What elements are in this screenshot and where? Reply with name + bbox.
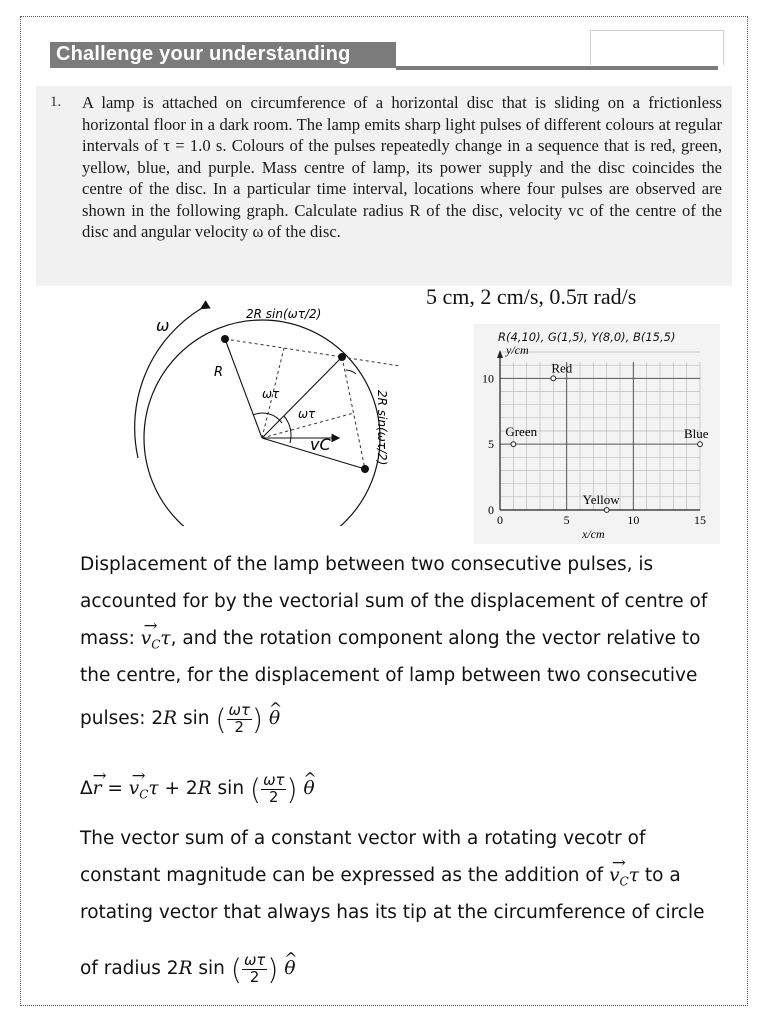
x-tick-label: 15 — [694, 513, 706, 527]
y-tick-label: 10 — [482, 371, 494, 386]
header-rule — [396, 66, 718, 70]
point-label-red: Red — [551, 360, 573, 376]
side-chord-label: 2R sin(ωτ/2) — [375, 390, 389, 466]
tangent-extension — [342, 357, 400, 366]
problem-block — [36, 86, 732, 286]
velocity-label: vC — [310, 435, 331, 454]
body-line: The vector sum of a constant vector with a rotating vecotr of — [80, 828, 646, 849]
omega-label: ω — [156, 316, 170, 335]
body-line-radius: of radius 2R sin ( $\frac{\omega\tau}{2}$ ) ^ θ — [80, 952, 295, 986]
lamp-point-3 — [361, 465, 369, 473]
scatter-chart — [474, 324, 720, 544]
angle-label-1: ωτ — [262, 387, 280, 401]
problem-number: 1. — [50, 94, 62, 110]
disc-circle — [144, 320, 380, 526]
x-axis-label: x/cm — [582, 527, 605, 541]
lamp-point-1 — [221, 335, 229, 343]
body-line-mass: mass: → $v_C\tau$, and the rotation component along the vector relative to — [80, 628, 701, 652]
y-tick-label: 5 — [488, 437, 494, 452]
data-point-blue — [698, 442, 703, 447]
radius-line-1 — [225, 339, 262, 438]
graph-panel — [474, 324, 720, 544]
x-tick-label: 5 — [563, 513, 570, 527]
lamp-point-2 — [338, 353, 346, 361]
body-line-pulses: pulses: 2R sin ( $\frac{\omega\tau}{2}$ ) ^ θ — [80, 702, 280, 736]
y-tick-label: 0 — [488, 503, 494, 517]
data-point-yellow — [604, 508, 609, 513]
angle-arc-2 — [284, 416, 291, 443]
problem-text: A lamp is attached on circumference of a horizontal disc that is sliding on a frictionless horizontal floor in a dark room. The lamp emits sharp light pulses of different colours at regular intervals of τ = 1.0 s. Colours of the pulses repeatedly change in a sequence that is red, green, yellow, blue, and purple. Mass centre of lamp, its power supply and the disc coincides the centre of the disc. In a particular time interval, locations where four pulses are observed are shown in the following graph. Calculate radius R of the disc, velocity vc of the centre of the disc and angular velocity ω of the disc. — [82, 93, 722, 241]
x-tick-label: 10 — [627, 513, 640, 527]
angle-arc-3 — [346, 370, 356, 374]
top-chord-label: 2R sin(ωτ/2) — [246, 307, 322, 321]
y-axis-arrow — [497, 350, 503, 358]
point-coordinates: R(4,10), G(1,5), Y(8,0), B(15,5) — [498, 330, 676, 344]
data-point-green — [511, 442, 516, 447]
angle-label-2: ωτ — [298, 407, 316, 421]
point-label-green: Green — [505, 424, 538, 440]
y-axis-label: y/cm — [506, 343, 529, 357]
section-title: Challenge your understanding — [56, 43, 351, 65]
radius-label: R — [214, 365, 224, 380]
body-line: Displacement of the lamp between two consecutive pulses, is — [80, 554, 654, 575]
x-tick-label: 0 — [497, 513, 503, 527]
point-label-yellow: Yellow — [582, 492, 620, 507]
body-line: the centre, for the displacement of lamp between two consecutive — [80, 665, 698, 686]
header-corner-box — [590, 30, 724, 65]
answer-text: 5 cm, 2 cm/s, 0.5π rad/s — [426, 284, 637, 309]
body-line: accounted for by the vectorial sum of the displacement of centre of — [80, 591, 708, 612]
data-point-red — [551, 376, 556, 381]
equation: Δ→ r = → $v_C\tau + 2R$ sin ( $\frac{\omega\tau}{2}$ ) ^ θ — [80, 772, 315, 806]
body-line-addition: constant magnitude can be expressed as the addition of → $v_C\tau$ to a — [80, 865, 681, 889]
disc-diagram — [120, 298, 420, 526]
point-label-blue: Blue — [684, 426, 709, 442]
body-line: rotating vector that always has its tip at the circumference of circle — [80, 902, 705, 923]
